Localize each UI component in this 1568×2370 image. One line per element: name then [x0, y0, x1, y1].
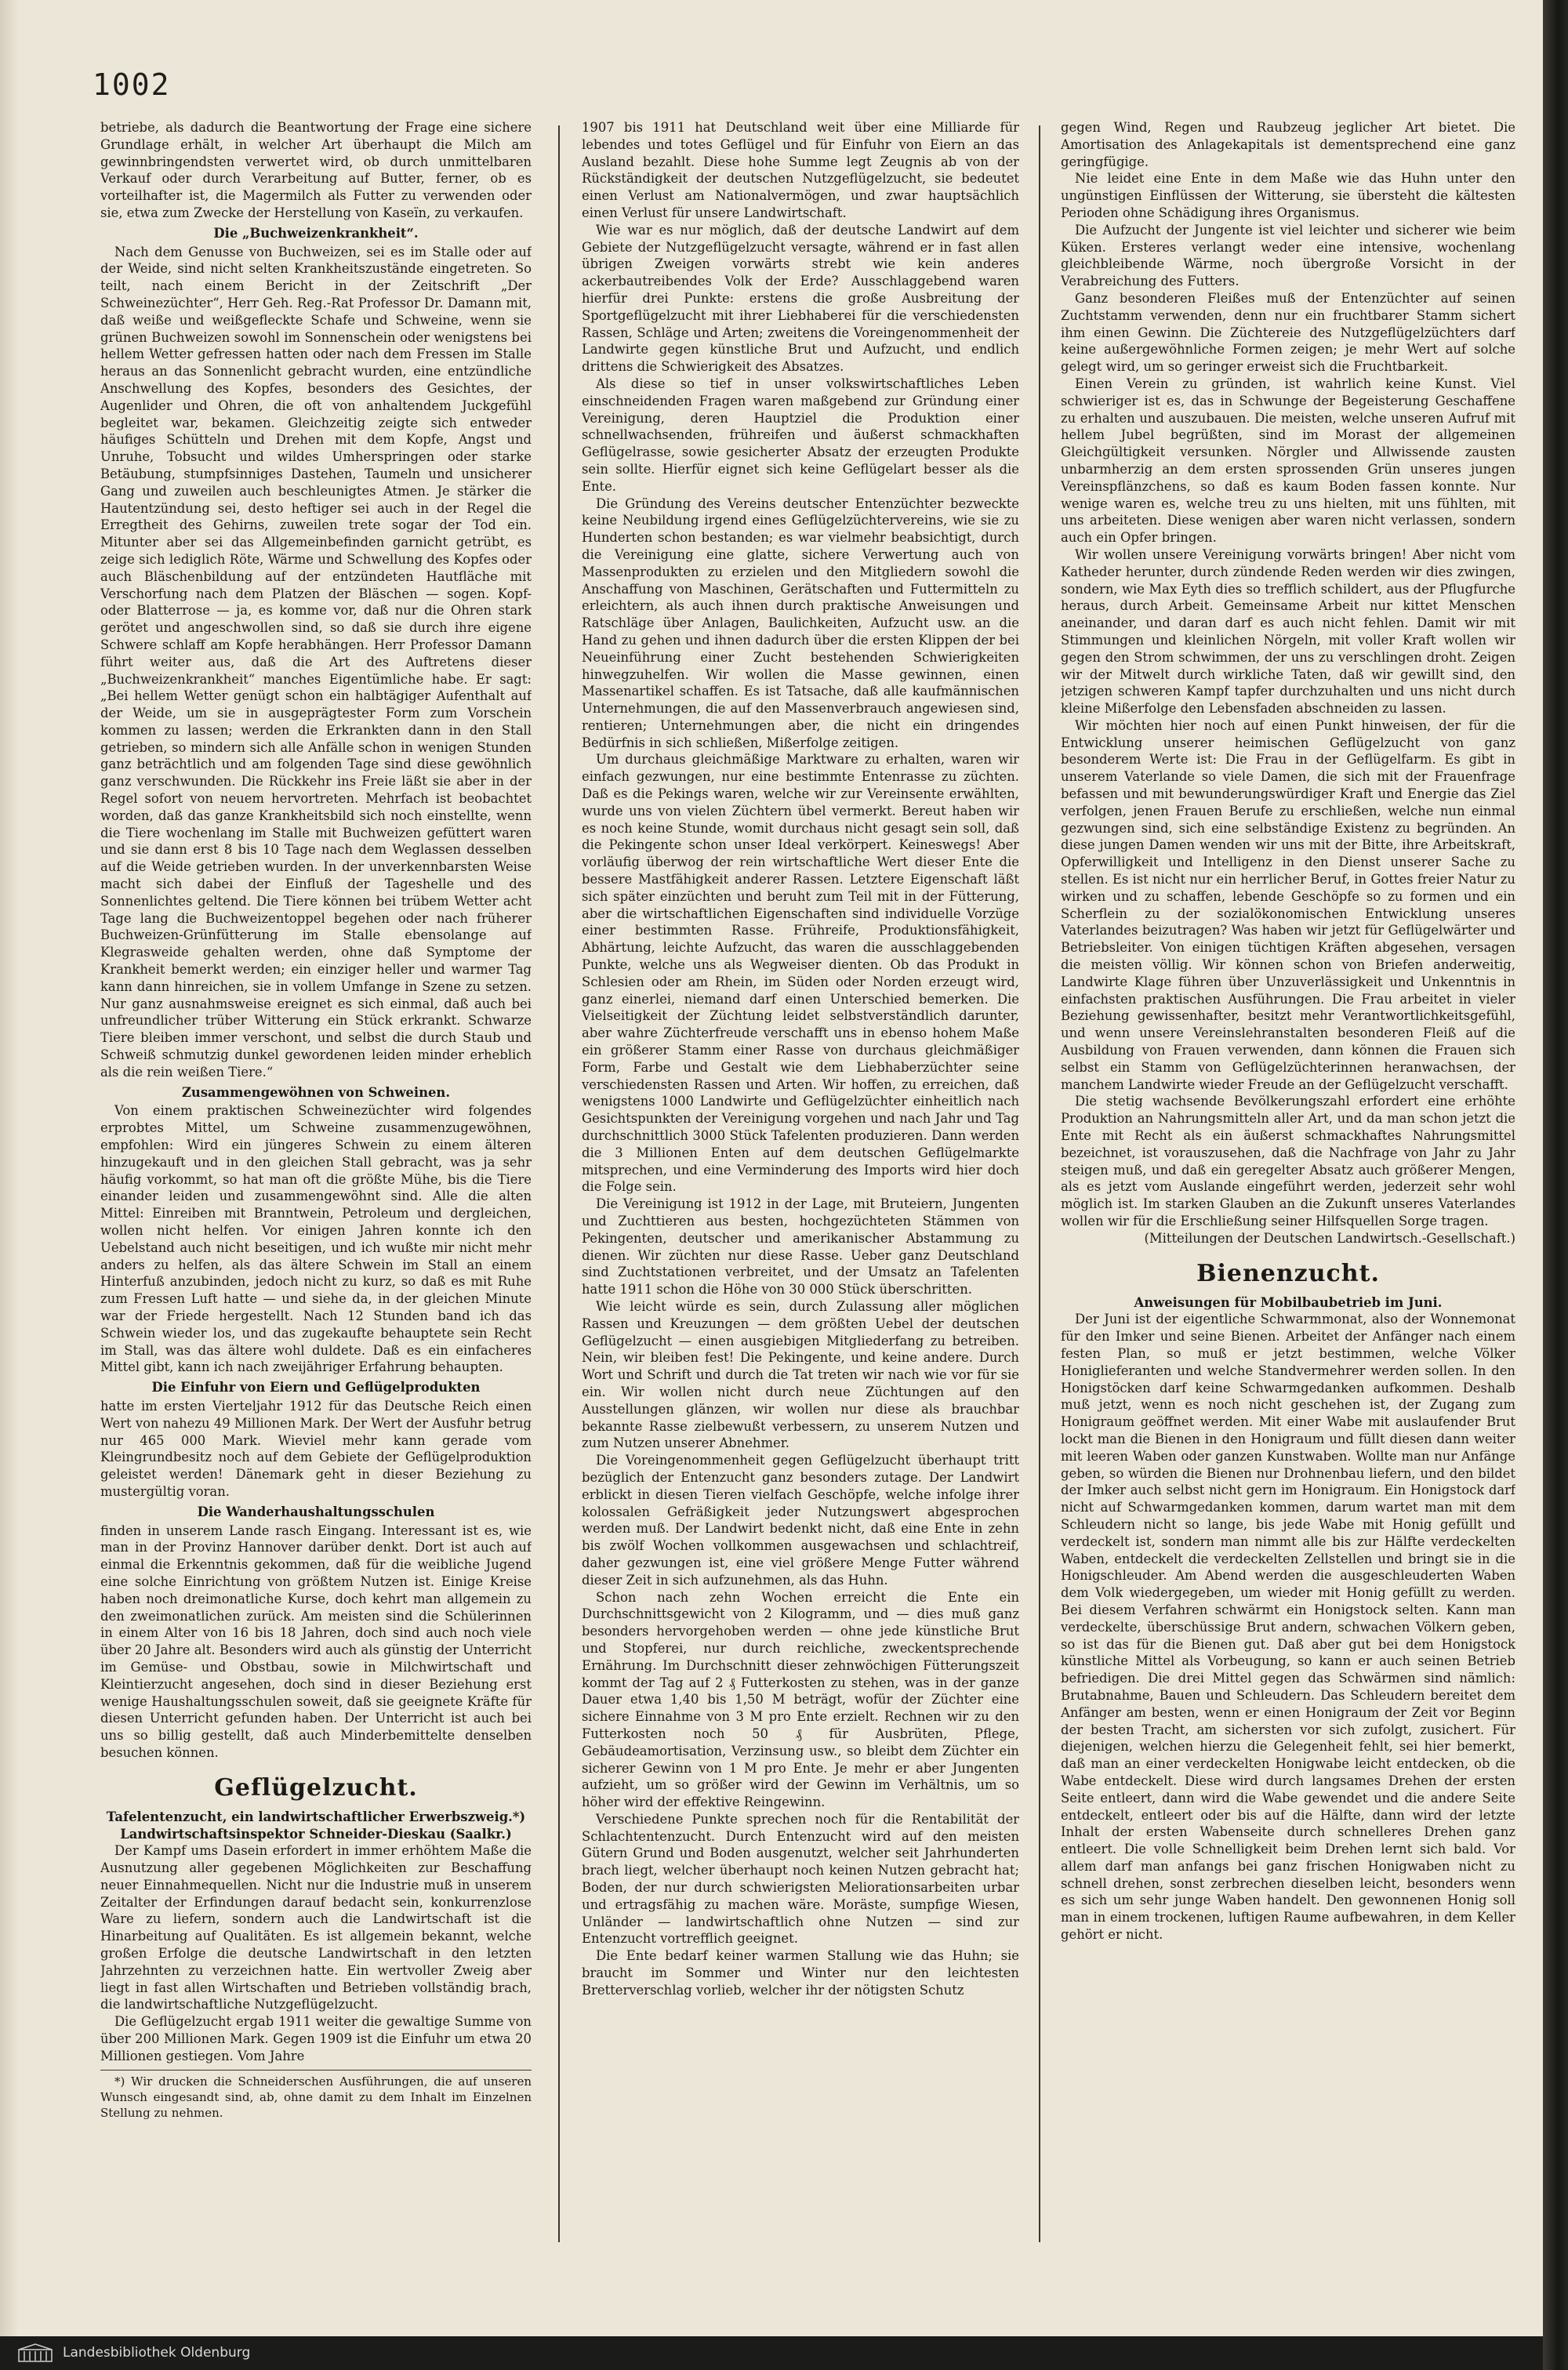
viewer-footer-bar — [0, 2336, 1543, 2370]
column-divider-2 — [1039, 125, 1040, 2242]
paragraph: Ganz besonderen Fleißes muß der Entenzüchter auf seinen Zuchtstamm verwenden, denn nur ein fruchtbarer Stamm sichert ihm einen Gewinn. Die Züchtereie des Nutzgeflügelzüchters darf keine außergewöhnliche Formen zeigen; je mehr Wert auf solche gelegt wird, um so geringer erweist sich die Fruchtbarkeit. — [1061, 290, 1515, 375]
paragraph: Wie war es nur möglich, daß der deutsche Landwirt auf dem Gebiete der Nutzgeflügelzucht versagte, während er in fast allen übrigen Zweigen vorwärts strebt wie kein anderes ackerbautreibendes Volk der Erde? Ausschlaggebend waren hierfür drei Punkte: erstens die große Ausbreitung der Sportgeflügelzucht mit ihrer Liebhaberei für die verschiedensten Rassen, Schläge und Arten; zweitens die Voreingenommenheit der Landwirte gegen künstliche Brut und Aufzucht, und endlich drittens die Schwierigkeit des Absatzes. — [582, 222, 1019, 375]
paragraph: Als diese so tief in unser volkswirtschaftliches Leben einschneidenden Fragen waren maßgebend zur Gründung einer Vereinigung, deren Hauptziel die Produktion einer schnellwachsenden, frühreifen und äußerst schmackhaften Geflügelrasse, sowie gesicherter Absatz der erzeugten Produkte sein sollte. Hierfür eignet sich keine Geflügelart besser als die Ente. — [582, 376, 1019, 494]
column-divider-1 — [558, 125, 560, 2242]
text-column-3 — [1061, 119, 1515, 2228]
paragraph: Die Aufzucht der Jungente ist viel leichter und sicherer wie beim Küken. Ersteres verlangt weder eine intensive, wochenlang gleichbleibende Wärme, noch übergroße Vorsicht in der Verabreichung des Futters. — [1061, 222, 1515, 289]
paragraph: Nach dem Genusse von Buchweizen, sei es im Stalle oder auf der Weide, sind nicht selten Krankheitszustände eingetreten. So teilt, nach einem Bericht in der Zeitschrift „Der Schweinezüchter“, Herr Geh. Reg.-Rat Professor Dr. Damann mit, daß weiße und weißgefleckte Schafe und Schweine, wenn sie grünen Buchweizen sowohl im Sonnenschein oder wenigstens bei hellem Wetter gefressen hatten oder nach dem Fressen im Stalle heraus an das Sonnenlicht gebracht wurden, eine entzündliche Anschwellung des Kopfes, besonders des Gesichtes, der Augenlider und Ohren, die oft von anhaltendem Juckgefühl begleitet war, bekamen. Gleichzeitig zeigte sich entweder häufiges Schütteln und Drehen mit dem Kopfe, Angst und Unruhe, Tobsucht und wildes Umherspringen oder starke Betäubung, stumpfsinniges Dastehen, Taumeln und unsicherer Gang und zuweilen auch beschleunigtes Atmen. Je stärker die Hautentzündung sei, desto heftiger sei auch in der Regel die Erregtheit des Gehirns, zuweilen trete sogar der Tod ein. Mitunter aber sei das Allgemeinbefinden garnicht getrübt, es zeige sich lediglich Röte, Wärme und Schwellung des Kopfes oder auch Bläschenbildung auf der entzündeten Hautfläche mit Verschorfung nach dem Platzen der Bläschen — sogen. Kopf- oder Blatterrose — ja, es komme vor, daß nur die Ohren stark gerötet und angeschwollen sind, so daß sie durch ihre eigene Schwere schlaff am Kopfe herabhängen. Herr Professor Damann führt weiter aus, daß die Art des Auftretens dieser „Buchweizenkrankheit“ manches Eigentümliche habe. Er sagt: „Bei hellem Wetter genügt schon ein halbtägiger Aufenthalt auf der Weide, um sie in ausgeprägtester Form zum Vorschein kommen zu lassen; werden die Erkrankten dann in den Stall getrieben, so mindern sich alle Anfälle schon in wenigen Stunden ganz beträchtlich und am folgenden Tage sind diese gewöhnlich ganz verschwunden. Die Rückkehr ins Freie läßt sie aber in der Regel sofort von neuem hervortreten. Mehrfach ist beobachtet worden, daß das ganze Krankheitsbild sich noch einstellte, wenn die Tiere wochenlang im Stalle mit Buchweizen gefüttert waren und sie dann erst 8 bis 10 Tage nach dem Weglassen desselben auf die Weide getrieben wurden. In der unverkennbarsten Weise macht sich dabei der Einfluß der Tageshelle und des Sonnenlichtes geltend. Die Tiere können bei trübem Wetter acht Tage lang die Buchweizentoppel begehen oder nach früherer Buchweizen-Grünfütterung im Stalle ebensolange auf Klegrasweide gehalten werden, ohne daß Symptome der Krankheit bemerkt werden; ein einziger heller und warmer Tag kann dann hinreichen, sie in vollem Umfange in Szene zu setzen. Nur ganz ausnahmsweise ereignet es sich einmal, daß auch bei unfreundlicher trüber Witterung ein Stück erkrankt. Schwarze Tiere bleiben immer verschont, und selbst die durch Staub und Schweiß schmutzig dunkel gewordenen leiden minder erheblich als die rein weißen Tiere.“ — [100, 244, 532, 1080]
paragraph: Nie leidet eine Ente in dem Maße wie das Huhn unter den ungünstigen Einflüssen der Witterung, sie übersteht die kältesten Perioden ohne Schädigung ihres Organismus. — [1061, 171, 1515, 220]
paragraph: Die Geflügelzucht ergab 1911 weiter die gewaltige Summe von über 200 Millionen Mark. Gegen 1909 ist die Einfuhr um etwa 20 Millionen gestiegen. Vom Jahre — [100, 2014, 532, 2063]
text-column-2 — [582, 119, 1019, 2228]
section-heading: Die „Buchweizenkrankheit“. — [213, 225, 419, 241]
footnote: *) Wir drucken die Schneiderschen Ausführungen, die auf unseren Wunsch eingesandt sind, ab, ohne damit zu dem Inhalt im Einzelnen Stellung zu nehmen. — [100, 2070, 532, 2121]
paragraph: Wie leicht würde es sein, durch Zulassung aller möglichen Rassen und Kreuzungen — dem größten Uebel der deutschen Geflügelzucht — einen ausgiebigen Mitgliederfang zu betreiben. Nein, wir bleiben fest! Die Pekingente, und keine andere. Durch Wort und Schrift und durch die Tat treten wir nach wie vor für sie ein. Wir wollen nicht durch neue Züchtungen auf den Ausstellungen glänzen, wir wollen nur diese als brauchbar bekannte Rasse zielbewußt verbessern, zu unserem Nutzen und zum Nutzen unserer Abnehmer. — [582, 1298, 1019, 1451]
paragraph: Um durchaus gleichmäßige Marktware zu erhalten, waren wir einfach gezwungen, nur eine bestimmte Entenrasse zu züchten. Daß es die Pekings waren, welche wir zur Vereinsente erwählten, wurde uns von vielen Züchtern übel vermerkt. Bereut haben wir es noch keine Stunde, womit durchaus nicht gesagt sein soll, daß die Pekingente schon unser Ideal verkörpert. Keineswegs! Aber vorläufig überwog der rein wirtschaftliche Wert dieser Ente die bessere Mastfähigkeit anderer Rassen. Letztere Eigenschaft läßt sich später einzüchten und beruht zum Teil mit in der Fütterung, aber die wirtschaftlichen Eigenschaften sind individuelle Vorzüge einer bestimmten Rasse. Frühreife, Produktionsfähigkeit, Abhärtung, leichte Aufzucht, das waren die ausschlaggebenden Punkte, welche uns als Wegweiser dienten. Ob das Produkt in Schlesien oder am Rhein, im Süden oder Norden erzeugt wird, ganz einerlei, niemand darf einen Unterschied bemerken. Die Vielseitigkeit der Züchtung leidet selbstverständlich darunter, aber wahre Züchterfreude verschafft uns in ebenso hohem Maße ein größerer Stamm einer Rasse von durchaus gleichmäßiger Form, Farbe und Gestalt wie dem Liebhaberzüchter seine verschiedensten Rassen und Arten. Wir hoffen, zu erreichen, daß wenigstens 1000 Landwirte und Geflügelzüchter einheitlich nach Gesichtspunkten der Vereinigung vorgehen und nach Jahr und Tag durchschnittlich 3000 Stück Tafelenten produzieren. Dann werden die 3 Millionen Enten auf dem deutschen Geflügelmarkte mitsprechen, und eine Verminderung des Imports wird hier doch die Folge sein. — [582, 752, 1019, 1195]
byline: Landwirtschaftsinspektor Schneider-Dieskau (Saalkr.) — [120, 1826, 512, 1842]
paragraph: Wir wollen unsere Vereinigung vorwärts bringen! Aber nicht vom Katheder herunter, durch zündende Reden werden wir dies zwingen, sondern, wie Max Eyth dies so trefflich schildert, aus der Pflugfurche heraus, durch Arbeit. Gemeinsame Arbeit nur kittet Menschen aneinander, und daran darf es auch nicht fehlen. Damit wir mit Stimmungen und kleinlichen Nörgeln, mit voller Kraft wollen wir gegen den Strom schwimmen, der uns zu verschlingen droht. Zeigen wir der Mitwelt durch wirkliche Taten, daß wir gewillt sind, den jetzigen schweren Kampf tapfer durchzuhalten und uns nicht durch kleine Mißerfolge den Lebensfaden abschneiden zu lassen. — [1061, 546, 1515, 717]
source-line: (Mitteilungen der Deutschen Landwirtsch.-Gesellschaft.) — [1144, 1230, 1515, 1246]
paragraph: gegen Wind, Regen und Raubzeug jeglicher Art bietet. Die Amortisation des Anlagekapitals ist dementsprechend eine ganz geringfügige. — [1061, 120, 1515, 169]
paragraph: Die Voreingenommenheit gegen Geflügelzucht überhaupt tritt bezüglich der Entenzucht ganz besonders zutage. Der Landwirt erblickt in diesen Tieren vielfach Geschöpfe, welche infolge ihrer kolossalen Gefräßigkeit jeder Nutzungswert abgesprochen werden muß. Der Landwirt bedenkt nicht, daß eine Ente in zehn bis zwölf Wochen vollkommen ausgewachsen und schlachtreif, daher gezwungen ist, eine viel größere Menge Futter während dieser Zeit in sich aufzunehmen, als das Huhn. — [582, 1453, 1019, 1588]
library-name: Landesbibliothek Oldenburg — [63, 2345, 251, 2361]
paragraph: Von einem praktischen Schweinezüchter wird folgendes erprobtes Mittel, um Schweine zusammenzugewöhnen, empfohlen: Wird ein jüngeres Schwein zu einem älteren hinzugekauft und in den gleichen Stall gebracht, was ja sehr häufig vorkommt, so hat man oft die größte Mühe, bis die Tiere einander leiden und zusammengewöhnt sind. Alle die alten Mittel: Einreiben mit Branntwein, Petroleum und dergleichen, wollen nicht helfen. Vor einigen Jahren konnte ich den Uebelstand auch nicht beseitigen, und ich wußte mir nicht mehr anders zu helfen, als das ältere Schwein im Stall an einem Hinterfuß anzubinden, jedoch nicht zu kurz, so daß es mit Ruhe zum Fressen Luft hatte — und siehe da, in der gleichen Minute war der Friede hergestellt. Nach 12 Stunden band ich das Schwein wieder los, und das zugekaufte behauptete sein Recht im Stall, was das ältere wohl duldete. Daß es ein einfacheres Mittel gibt, kann ich nach zweijähriger Erfahrung behaupten. — [100, 1103, 532, 1375]
paragraph: Die Gründung des Vereins deutscher Entenzüchter bezweckte keine Neubildung irgend eines Geflügelzüchtervereins, wie sie zu Hunderten schon bestanden; es war vielmehr beabsichtigt, durch die Vereinigung eine glatte, sichere Verwertung auch von Massenprodukten zu erzielen und den Mitgliedern sowohl die Anschaffung von Maschinen, Gerätschaften und Futtermitteln zu erleichtern, als auch ihnen durch praktische Anweisungen und Ratschläge über Anlagen, Baulichkeiten, Aufzucht usw. an die Hand zu gehen und ihnen dadurch über die ersten Klippen der bei Neueinführung einer Zucht bestehenden Schwierigkeiten hinwegzuhelfen. Wir wollen die Masse gewinnen, einen Massenartikel schaffen. Es ist Tatsache, daß alle kaufmännischen Unternehmungen, die auf den Massenverbrauch angewiesen sind, rentieren; Unternehmungen aber, die nicht ein dringendes Bedürfnis in sich schließen, Mißerfolge zeitigen. — [582, 495, 1019, 750]
paragraph: betriebe, als dadurch die Beantwortung der Frage eine sichere Grundlage erhält, in welcher Art überhaupt die Milch am gewinnbringendsten verwertet wird, ob durch unmittelbaren Verkauf oder durch Verarbeitung auf Butter, ferner, ob es vorteilhafter ist, die Magermilch als Futter zu verwenden oder sie, etwa zum Zwecke der Herstellung von Kaseïn, zu verkaufen. — [100, 120, 532, 220]
paragraph: Der Juni ist der eigentliche Schwarmmonat, also der Wonnemonat für den Imker und seine Bienen. Arbeitet der Anfänger nach einem festen Plan, so muß er jetzt bestimmen, welche Völker Honiglieferanten und welche Standvermehrer werden sollen. In den Honigstöcken darf keine Schwarmgedanken aufkommen. Deshalb muß jetzt, wenn es noch nicht geschehen ist, der Zugang zum Honigraum geöffnet werden. Mit einer Wabe mit auslaufender Brut lockt man die Bienen in den Honigraum und füllt diesen dann weiter mit leeren Waben oder ganzen Kunstwaben. Wollte man nur Anfänge geben, so würden die Bienen nur Drohnenbau liefern, und den bildet der Imker auch selbst nicht gern im Honigraum. Ein Honigstock darf nicht auf Schwarmgedanken kommen, darum wartet man mit dem Schleudern nicht so lange, bis jede Wabe mit Honig gefüllt und verdeckelt ist, sondern man nimmt alle bis zur Hälfte verdeckelten Waben, entdeckelt die verdeckelten Zellstellen und bringt sie in die Honigschleuder. Am Abend werden die ausgeschleuderten Waben dem Volk wiedergegeben, um wieder mit Honig gefüllt zu werden. Bei diesem Verfahren schwärmt ein Honigstock selten. Kann man verdeckelte, überschüssige Brut andern, schwachen Völkern geben, so ist das für die Bienen gut. Daß aber gut bei dem Honigstock künstliche Mittel als Vorbeugung, so kann er auch seinen Betrieb befriedigen. Die drei Mittel gegen das Schwärmen sind nämlich: Brutabnahme, Bauen und Schleudern. Das Schleudern bereitet dem Anfänger am besten, wenn er einen Honigraum der Zeit vor Beginn der besten Tracht, am sichersten vor sich zufolgt, zusichert. Für diejenigen, welchen hierzu die Gelegenheit fehlt, sei hier bemerkt, daß man an einer verdeckelten Honigwabe leicht entdecken, ob die Wabe entdeckelt. Diese wird durch langsames Drehen der ersten Seite entleert, dann wird die Wabe gewendet und die andere Seite entdeckelt, entleert oder bis auf die Hälfte, dann wird der letzte Inhalt der ersten Wabenseite durch schnelleres Drehen ganz entleert. Die volle Schnelligkeit beim Drehen lernt sich bald. Vor allem darf man anfangs bei ganz frischen Honigwaben nicht zu schnell drehen, sonst zerbrechen dieselben leicht, besonders wenn es sich um sehr junge Waben handelt. Den gewonnenen Honig soll man in einem trockenen, luftigen Raume aufbewahren, in dem Keller gehört er nicht. — [1061, 1312, 1515, 1943]
paragraph: 1907 bis 1911 hat Deutschland weit über eine Milliarde für lebendes und totes Geflügel und für Einfuhr von Eiern an das Ausland bezahlt. Diese hohe Summe legt Zeugnis ab von der Rückständigkeit der deutschen Nutzgeflügelzucht, sie bedeutet einen Verlust am Nationalvermögen, und zwar hauptsächlich einen Verlust für unsere Landwirtschaft. — [582, 120, 1019, 220]
paragraph: Einen Verein zu gründen, ist wahrlich keine Kunst. Viel schwieriger ist es, das in Schwunge der Begeisterung Geschaffene zu erhalten und auszubauen. Die meisten, welche unseren Aufruf mit hellem Jubel begrüßten, sind im Morast der allgemeinen Gleichgültigkeit versunken. Nörgler und Allwissende zausten unbarmherzig an dem ersten sprossenden Grün unseres jungen Vereinspflänzchens, so daß es kaum Boden fassen konnte. Nur wenige waren es, welche treu zu uns hielten, mit uns fühlten, mit uns arbeiteten. Diese wenigen aber waren nicht verlassen, sondern auch ein Opfer bringen. — [1061, 376, 1515, 546]
paragraph: Die Vereinigung ist 1912 in der Lage, mit Bruteiern, Jungenten und Zuchttieren aus besten, hochgezüchteten Stämmen von Pekingenten, deutscher und amerikanischer Abstammung zu dienen. Wir züchten nur diese Rasse. Ueber ganz Deutschland sind Zuchtstationen verbreitet, und der Umsatz an Tafelenten hatte 1911 schon die Höhe von 30 000 Stück überschritten. — [582, 1196, 1019, 1298]
paragraph: Die Ente bedarf keiner warmen Stallung wie das Huhn; sie braucht im Sommer und Winter nur den leichtesten Bretterverschlag vorlieb, welcher ihr der nötigsten Schutz — [582, 1948, 1019, 1998]
page-number: 1002 — [93, 67, 171, 102]
section-heading: Zusammengewöhnen von Schweinen. — [181, 1084, 451, 1100]
paragraph: hatte im ersten Vierteljahr 1912 für das Deutsche Reich einen Wert von nahezu 49 Millionen Mark. Der Wert der Ausfuhr betrug nur 465 000 Mark. Wieviel mehr kann gerade vom Kleingrundbesitz noch auf dem Gebiete der Geflügelproduktion geleistet werden! Dänemark geht in dieser Beziehung zu mustergültig voran. — [100, 1398, 532, 1499]
rubric-heading: Bienenzucht. — [1196, 1259, 1380, 1287]
paragraph: Wir möchten hier noch auf einen Punkt hinweisen, der für die Entwicklung unserer heimischen Geflügelzucht von ganz besonderem Werte ist: Die Frau in der Geflügelfarm. Es gibt in unserem Vaterlande so viele Damen, die sich mit der Frauenfrage befassen und mit bewunderungswürdiger Kraft und Energie das Ziel verfolgen, jenen Frauen Berufe zu erschließen, welche nun einmal gezwungen sind, sich eine selbständige Existenz zu begründen. An diese jungen Damen wenden wir uns mit der Bitte, ihre Arbeitskraft, Opferwilligkeit und Intelligenz in den Dienst unserer Sache zu stellen. Es ist nicht nur ein herrlicher Beruf, in Gottes freier Natur zu wirken und zu schaffen, lebende Geschöpfe so zu formen und ein Scherflein zu der sozialökonomischen Entwicklung unseres Vaterlandes beizutragen? Was haben wir jetzt für Geflügelwärter und Betriebsleiter. Von einigen tüchtigen Kräften abgesehen, versagen die meisten völlig. Wir können schon von Briefen anderweitig, Landwirte Klage führen über Unzuverlässigkeit und Unkenntnis in einfachsten praktischen Ausführungen. Die Frau arbeitet in vieler Beziehung gewissenhafter, besitzt mehr Verantwortlichkeitsgefühl, und wenn unsere Vereinslehranstalten besonderen Fleiß auf die Ausbildung von Frauen verwenden, dann können die Frauen sich selbst ein Stamm von Geflügelzüchterinnen heranwachsen, der manchem Landwirte wieder Freude an der Geflügelzucht verschafft. — [1061, 717, 1515, 1092]
paragraph: Die stetig wachsende Bevölkerungszahl erfordert eine erhöhte Produktion an Nahrungsmitteln aller Art, und da man schon jetzt die Ente mit Recht als ein äußerst schmackhaftes Nahrungsmittel bezeichnet, ist vorauszusehen, daß die Nachfrage von Jahr zu Jahr steigen muß, und daß ein geregelter Absatz auch größerer Mengen, als es jetzt vom Auslande eingeführt werden, jederzeit sehr wohl möglich ist. Im starken Glauben an die Zukunft unseres Vaterlandes wollen wir für die Erschließung seiner Hilfsquellen Sorge tragen. — [1061, 1094, 1515, 1229]
paragraph: Der Kampf ums Dasein erfordert in immer erhöhtem Maße die Ausnutzung aller gegebenen Möglichkeiten zur Beschaffung neuer Einnahmequellen. Nicht nur die Industrie muß in unserem Zeitalter der Erfindungen darauf bedacht sein, konkurrenzlose Ware zu liefern, sondern auch die Landwirtschaft ist die Hinarbeitung auf Qualitäten. Es ist allgemein bekannt, welche großen Erfolge die deutsche Landwirtschaft in den letzten Jahrzehnten zu verzeichnen hatte. Ein wertvoller Zweig aber liegt in fast allen Wirtschaften und Betrieben vollständig brach, die landwirtschaftliche Nutzgeflügelzucht. — [100, 1843, 532, 2013]
section-heading: Die Wanderhaushaltungsschulen — [197, 1504, 435, 1519]
text-column-1 — [100, 119, 532, 2228]
library-building-icon — [17, 2343, 53, 2367]
page-left-edge — [0, 0, 19, 2336]
section-heading: Die Einfuhr von Eiern und Geflügelprodukten — [151, 1380, 481, 1396]
paragraph: Schon nach zehn Wochen erreicht die Ente ein Durchschnittsgewicht von 2 Kilogramm, und — dies muß ganz besonders hervorgehoben werden — ohne jede künstliche Brut und Stopferei, nur durch reichliche, zweckentsprechende Ernährung. Im Durchschnitt dieser zehnwöchigen Fütterungszeit kommt der Tag auf 2 ₰ Futterkosten zu stehen, was in der ganze Dauer etwa 1,40 bis 1,50 M beträgt, wofür der Züchter eine sichere Einnahme von 3 M pro Ente erzielt. Rechnen wir zu den Futterkosten noch 50 ₰ für Ausbrüten, Pflege, Gebäudeamortisation, Verzinsung usw., so bleibt dem Züchter ein sicherer Gewinn von 1 M pro Ente. Je mehr er aber Jungenten aufzieht, um so größer wird der Gewinn im Verhältnis, um so höher wird der effektive Reingewinn. — [582, 1589, 1019, 1810]
byline: Anweisungen für Mobilbaubetrieb im Juni. — [1134, 1294, 1443, 1310]
paragraph: finden in unserem Lande rasch Eingang. Interessant ist es, wie man in der Provinz Hannover darüber denkt. Dort ist auch auf einmal die Erkenntnis gekommen, daß für die weibliche Jugend eine solche Einrichtung von größtem Nutzen ist. Einige Kreise haben noch dreimonatliche Kurse, doch kehrt man allgemein zu den zweimonatlichen zurück. Am meisten sind die Schülerinnen in einem Alter von 16 bis 18 Jahren, doch sind auch noch viele über 20 Jahre alt. Besonders wird auch als günstig der Unterricht im Gemüse- und Obstbau, sowie in Milchwirtschaft und Kleintierzucht angesehen, doch sind in dieser Beziehung erst wenige Haushaltungsschulen soweit, daß sie geeignete Kräfte für diesen Unterricht gefunden haben. Der Unterricht ist auch bei uns so billig gestellt, daß auch Minderbemittelte denselben besuchen können. — [100, 1523, 532, 1760]
byline: Tafelentenzucht, ein landwirtschaftlicher Erwerbszweig.*) — [106, 1809, 526, 1824]
rubric-heading: Geflügelzucht. — [214, 1773, 418, 1802]
paragraph: Verschiedene Punkte sprechen noch für die Rentabilität der Schlachtentenzucht. Durch Entenzucht wird auf den meisten Gütern Grund und Boden ausgenutzt, welcher seit Jahrhunderten brach liegt, welcher überhaupt noch keinen Nutzen gebracht hat; Boden, der nur durch schwierigsten Meliorationsarbeiten urbar und ertragsfähig zu machen wäre. Moräste, sumpfige Wiesen, Unländer — landwirtschaftlich ohne Nutzen — sind zur Entenzucht vortrefflich geeignet. — [582, 1811, 1019, 1947]
page-right-edge — [1543, 0, 1568, 2370]
